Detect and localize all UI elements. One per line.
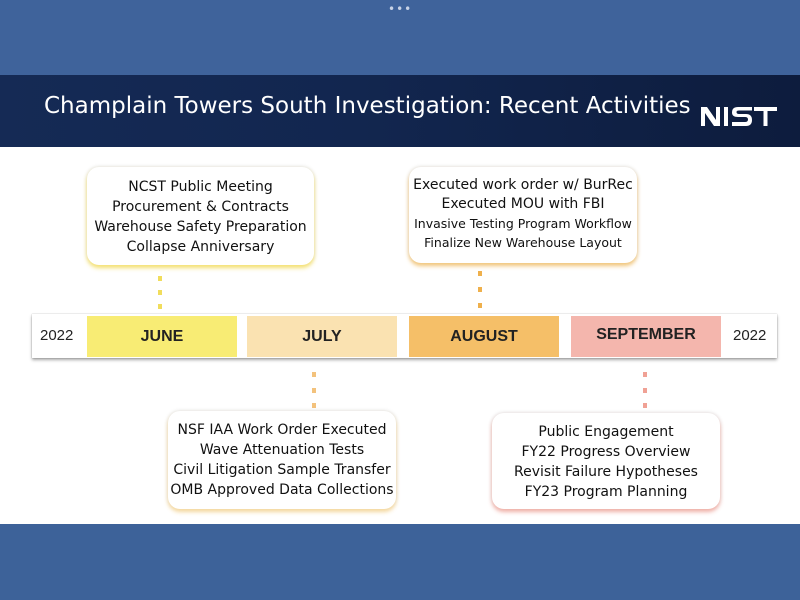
july-activity: OMB Approved Data Collections <box>170 482 394 498</box>
june-activity: NCST Public Meeting <box>128 179 273 195</box>
august-activity: Executed work order w/ BurRec <box>413 177 633 193</box>
september-activity: FY22 Progress Overview <box>521 444 691 460</box>
nist-logo <box>700 105 778 127</box>
august-activity: Executed MOU with FBI <box>441 196 605 212</box>
top-band <box>0 0 800 75</box>
start-year: 2022 <box>40 327 74 344</box>
june-activity: Collapse Anniversary <box>126 239 275 255</box>
august-connector-dot <box>478 287 482 292</box>
month-july: JULY <box>247 316 397 357</box>
end-year: 2022 <box>733 327 767 344</box>
title-bar <box>0 75 800 147</box>
july-connector-dot <box>312 388 316 393</box>
september-activity: FY23 Program Planning <box>524 484 688 500</box>
august-connector-dot <box>478 271 482 276</box>
page-title: Champlain Towers South Investigation: Recent Activities <box>44 93 691 119</box>
july-activities-callout <box>168 411 396 509</box>
bottom-band <box>0 524 800 600</box>
more-options-icon[interactable]: ••• <box>388 2 413 16</box>
june-connector-dot <box>158 290 162 295</box>
august-activity: Finalize New Warehouse Layout <box>424 235 622 250</box>
june-connector-dot <box>158 276 162 281</box>
august-activities-callout <box>409 167 637 263</box>
timeline-bar <box>32 314 777 358</box>
august-activity: Invasive Testing Program Workflow <box>414 216 632 231</box>
july-connector-dot <box>312 372 316 377</box>
july-activity: Civil Litigation Sample Transfer <box>173 462 391 478</box>
content-area <box>0 147 800 524</box>
june-connector-dot <box>158 304 162 309</box>
september-connector-dot <box>643 372 647 377</box>
september-connector-dot <box>643 403 647 408</box>
july-activity: Wave Attenuation Tests <box>199 442 365 458</box>
july-activity: NSF IAA Work Order Executed <box>177 422 387 438</box>
september-activity: Revisit Failure Hypotheses <box>514 464 698 480</box>
august-connector-dot <box>478 303 482 308</box>
month-august: AUGUST <box>409 316 559 357</box>
month-september: SEPTEMBER <box>571 316 721 357</box>
june-activities-callout <box>87 167 314 265</box>
month-june: JUNE <box>87 316 237 357</box>
june-activity: Warehouse Safety Preparation <box>94 219 307 235</box>
july-connector-dot <box>312 403 316 408</box>
september-activity: Public Engagement <box>538 424 674 440</box>
september-activities-callout <box>492 413 720 509</box>
september-connector-dot <box>643 388 647 393</box>
june-activity: Procurement & Contracts <box>112 199 289 215</box>
